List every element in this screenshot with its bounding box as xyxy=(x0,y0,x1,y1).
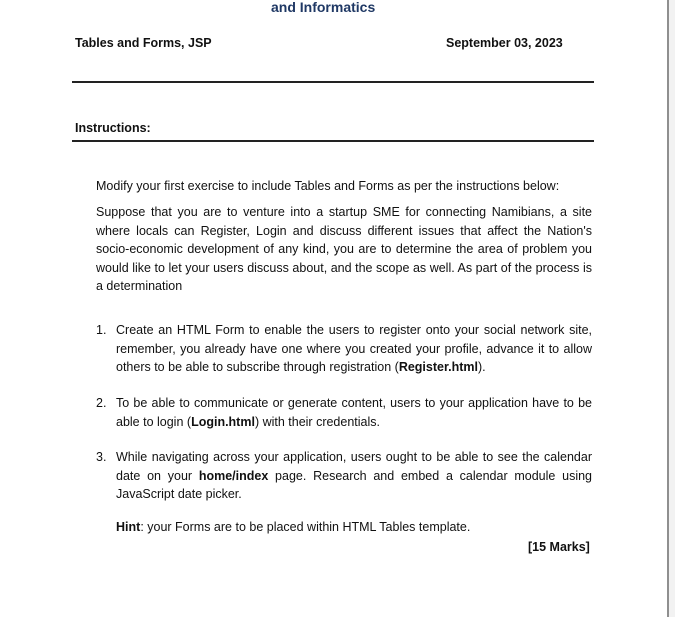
list-item xyxy=(96,321,592,377)
list-item-number: 3. xyxy=(96,450,107,464)
instructions-heading: Instructions: xyxy=(75,121,151,135)
list-item-text: Create an HTML Form to enable the users to register onto your social network site, remember, you already have one where you created your profile, advance it to allow others to be able to subscribe through registration (Register.html). xyxy=(116,323,592,374)
document-date: September 03, 2023 xyxy=(446,36,563,50)
list-item-text: To be able to communicate or generate content, users to your application have to be able to login (Login.html) with their credentials. xyxy=(116,396,592,429)
list-item-number: 1. xyxy=(96,323,107,337)
list-item-number: 2. xyxy=(96,396,107,410)
list-item-text: While navigating across your application, users ought to be able to see the calendar date on your home/index page. Research and embed a calendar module using JavaScript date picker. xyxy=(116,450,592,501)
document-title: Tables and Forms, JSP xyxy=(75,36,212,50)
viewer-background xyxy=(669,0,675,617)
body-paragraph: Suppose that you are to venture into a startup SME for connecting Namibians, a site where locals can Register, Login and discuss different issues that affect the Nation's socio-economic development of any kind, you are to determine the area of problem you would like to let your users discuss about, and the scope as well. As part of the process is a determination xyxy=(96,205,592,293)
list-item xyxy=(96,394,592,431)
hint-label: Hint xyxy=(116,520,141,534)
intro-paragraph: Modify your first exercise to include Tables and Forms as per the instructions below: xyxy=(96,179,560,193)
instructions-divider xyxy=(72,140,594,142)
list-item xyxy=(96,448,592,504)
hint-text: : your Forms are to be placed within HTML Tables template. xyxy=(140,520,471,534)
header-divider xyxy=(72,81,594,83)
marks-total: [15 Marks] xyxy=(528,540,590,554)
faculty-logo xyxy=(271,0,415,16)
hint-note xyxy=(116,520,470,534)
logo-line2: and Informatics xyxy=(271,0,376,15)
